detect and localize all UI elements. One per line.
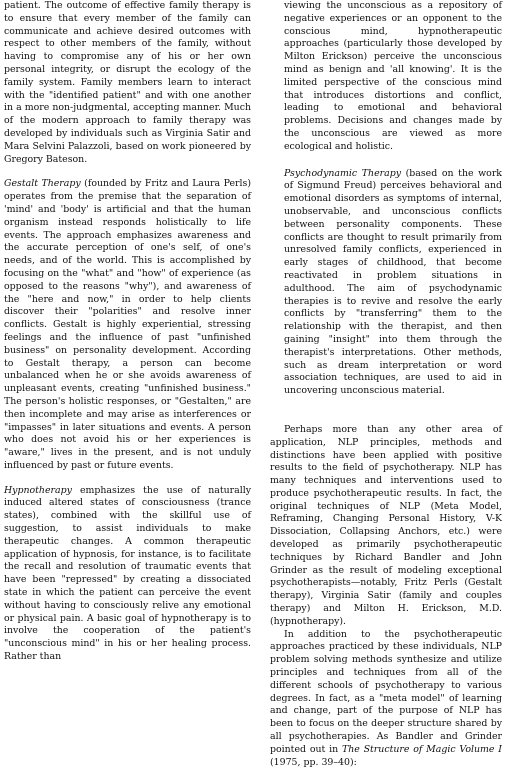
gestalt-therapy-term: Gestalt Therapy bbox=[4, 178, 81, 190]
gestalt-therapy-body: (founded by Fritz and Laura Perls) operates from the premise that the separation of 'mind' and 'body' is artificial and that the human organism instead responds holistically to life events. The approach emphasizes awareness and the accurate perception of one's self, of one's needs, and of the world. This is accomplished by focusing on the "what" and "how" of experience (as opposed to the reasons "why"), and awareness of the "here and now," in order to help clients discover their "polarities" and resolve inner conflicts. Gestalt is highly experiential, stressing feelings and the influence of past "unfinished business" on personality development. According to Gestalt therapy, a person can become unbalanced when he or she avoids awareness of unpleasant events, creating "unfinished business." The person's holistic responses, or "Gestalten," are then incomplete and may arise as interferences or "impasses" in later situations and events. A person who does not avoid his or her experiences is "aware," lives in the present, and is not unduly influenced by past or future events. bbox=[4, 178, 251, 471]
psychodynamic-therapy-term: Psychodynamic Therapy bbox=[284, 167, 401, 179]
nlp-meta-model-body: In addition to the psychotherapeutic approaches practiced by these individuals, NLP problem solving methods synthesize and utilize principles and techniques from all of the different schools of psychotherapy to various degrees. In fact, as a "meta model" of learning and change, part of the purpose of NLP has been to focus on the deeper structure shared by all psychotherapies. As Bandler and Grinder pointed out in bbox=[270, 628, 502, 755]
left-column bbox=[4, 0, 251, 664]
psychodynamic-therapy-body: (based on the work of Sigmund Freud) perceives behavioral and emotional disorders as symptoms of internal, unobservable, and unconscious conflicts between personality components. These conflicts are thought to result primarily from unresolved family conflicts, experienced in early stages of childhood, that become reactivated in problem situations in adulthood. The aim of psychodynamic therapies is to revive and resolve the early conflicts by "transferring" them to the relationship with the therapist, and then gaining "insight" into them through the therapist's interpretations. Other methods, such as dream interpretation or word association techniques, are used to aid in uncovering unconscious material. bbox=[284, 167, 502, 397]
family-therapy-paragraph: patient. The outcome of effective family therapy is to ensure that every member of the family can communicate and achieve desired outcomes with respect to other members of the family, without having to compromise any of his or her own personal integrity, or disrupt the ecology of the family system. Family members learn to interact with the "identified patient" and with one another in a more non-judgmental, accepting manner. Much of the modern approach to family therapy was developed by individuals such as Virginia Satir and Mara Selvini Palazzoli, based on work pioneered by Gregory Bateson. bbox=[4, 0, 251, 165]
hypnotherapy-term: Hypnotherapy bbox=[4, 484, 72, 496]
therapy-descriptions-block bbox=[270, 0, 502, 398]
gestalt-therapy-paragraph bbox=[4, 178, 251, 472]
right-column bbox=[270, 0, 502, 769]
hypnotherapy-body: emphasizes the use of naturally induced altered states of consciousness (trance states), combined with the skillful use of suggestion, to assist individuals to make therapeutic changes. A common therapeutic application of hypnosis, for instance, is to facilitate the recall and resolution of traumatic events that have been "repressed" by creating a dissociated state in which the patient can perceive the event without having to consciously relive any emotional or physical pain. A basic goal of hypnotherapy is to involve the cooperation of the patient's "unconscious mind" in his or her healing process. Rather than bbox=[4, 484, 251, 663]
structure-of-magic-title: The Structure of Magic Volume I bbox=[341, 743, 502, 755]
psychodynamic-therapy-paragraph bbox=[284, 168, 502, 398]
hypnotherapy-continuation-paragraph: viewing the unconscious as a repository of negative experiences or an opponent to the conscious mind, hypnotherapeutic approaches (particularly those developed by Milton Erickson) perceive the unconscious mind as benign and 'all knowing'. It is the limited perspective of the conscious mind that introduces distortions and conflict, leading to emotional and behavioral problems. Decisions and changes made by the unconscious are viewed as more ecological and holistic. bbox=[284, 0, 502, 152]
nlp-psychotherapy-paragraph: Perhaps more than any other area of application, NLP principles, methods and distinctions have been applied with positive results to the field of psychotherapy. NLP has many techniques and interventions used to produce psychotherapeutic results. In fact, the original techniques of NLP (Meta Model, Reframing, Changing Personal History, V-K Dissociation, Collapsing Anchors, etc.) were developed as primarily psychotherapeutic techniques by Richard Bandler and John Grinder as the result of modeling exceptional psychotherapists—notably, Fritz Perls (Gestalt therapy), Virginia Satir (family and couples therapy) and Milton H. Erickson, M.D. (hypnotherapy). bbox=[270, 423, 502, 627]
nlp-meta-model-paragraph bbox=[270, 629, 502, 769]
hypnotherapy-paragraph bbox=[4, 485, 251, 664]
citation-tail: (1975, pp. 39–40): bbox=[270, 756, 357, 768]
